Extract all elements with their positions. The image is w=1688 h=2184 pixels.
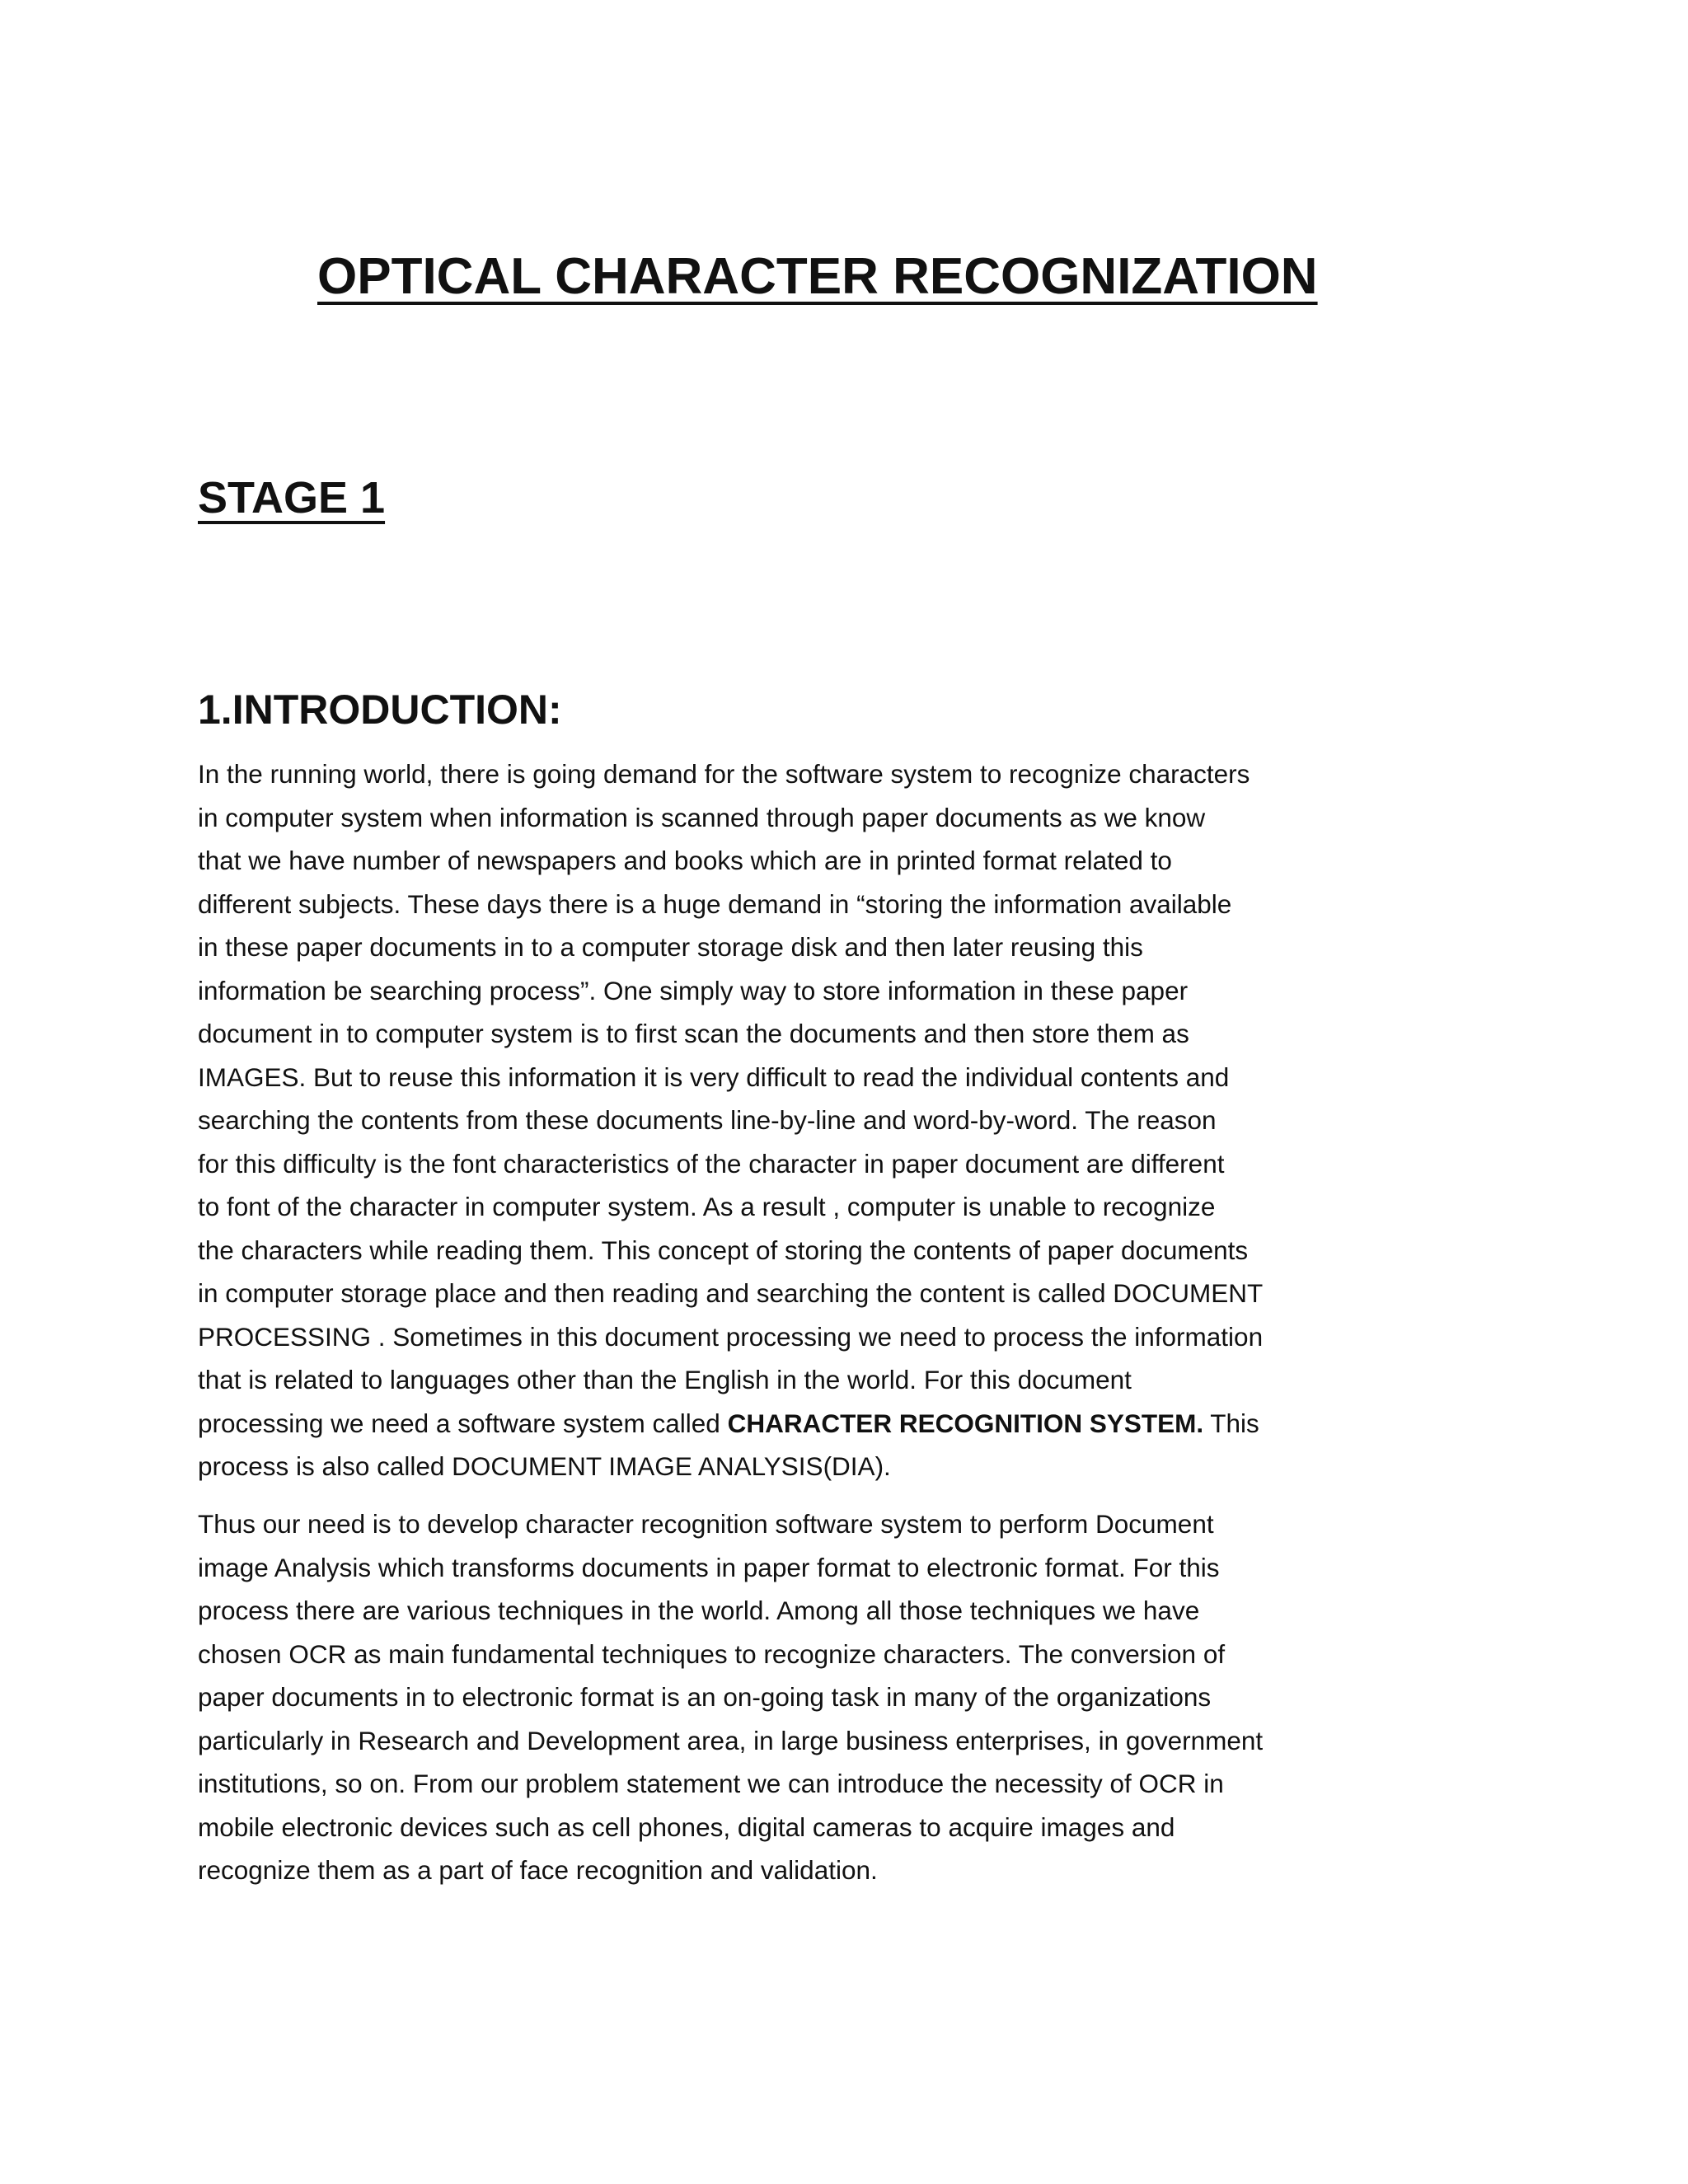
paragraph-line: information be searching process”. One simply way to store information in these paper <box>198 975 1189 1005</box>
paragraph-line: paper documents in to electronic format is an on-going task in many of the organizations <box>198 1682 1212 1712</box>
paragraph-line: PROCESSING . Sometimes in this document processing we need to process the information <box>198 1321 1264 1352</box>
paragraph-text: processing we need a software system called <box>198 1408 728 1438</box>
paragraph-line: different subjects. These days there is a huge demand in “storing the information available <box>198 888 1232 919</box>
bold-term-character-recognition-system: CHARACTER RECOGNITION SYSTEM. <box>727 1408 1204 1438</box>
introduction-paragraph-1 <box>198 752 1451 1488</box>
stage-heading: STAGE 1 <box>198 473 386 523</box>
paragraph-line: in computer system when information is scanned through paper documents as we know <box>198 802 1206 832</box>
paragraph-line: IMAGES. But to reuse this information it is very difficult to read the individual contents and <box>198 1062 1230 1092</box>
paragraph-line: the characters while reading them. This concept of storing the contents of paper documents <box>198 1235 1249 1265</box>
introduction-paragraph-2 <box>198 1502 1451 1892</box>
paragraph-line: process is also called DOCUMENT IMAGE ANALYSIS(DIA). <box>198 1451 891 1481</box>
paragraph-line: in these paper documents in to a computer storage disk and then later reusing this <box>198 932 1143 962</box>
paragraph-line: document in to computer system is to first scan the documents and then store them as <box>198 1019 1189 1048</box>
paragraph-line: recognize them as a part of face recognition and validation. <box>198 1855 878 1885</box>
paragraph-line: searching the contents from these documents line-by-line and word-by-word. The reason <box>198 1105 1217 1135</box>
introduction-heading: 1.INTRODUCTION: <box>198 687 562 733</box>
paragraph-line: Thus our need is to develop character recognition software system to perform Document <box>198 1509 1214 1539</box>
paragraph-line: mobile electronic devices such as cell phones, digital cameras to acquire images and <box>198 1811 1175 1842</box>
paragraph-line: that is related to languages other than the English in the world. For this document <box>198 1365 1132 1394</box>
paragraph-line: in computer storage place and then reading and searching the content is called DOCUMENT <box>198 1278 1264 1308</box>
paragraph-line: image Analysis which transforms documents in paper format to electronic format. For this <box>198 1552 1220 1582</box>
paragraph-line: institutions, so on. From our problem statement we can introduce the necessity of OCR in <box>198 1769 1224 1798</box>
paragraph-line: chosen OCR as main fundamental techniques to recognize characters. The conversion of <box>198 1638 1226 1669</box>
paragraph-line: particularly in Research and Development area, in large business enterprises, in government <box>198 1725 1264 1755</box>
paragraph-line: that we have number of newspapers and books which are in printed format related to <box>198 846 1172 875</box>
paragraph-line: process there are various techniques in the world. Among all those techniques we have <box>198 1596 1200 1625</box>
paragraph-line: for this difficulty is the font characteristics of the character in paper document are different <box>198 1148 1225 1179</box>
paragraph-text: This <box>1203 1408 1259 1438</box>
paragraph-line-with-bold <box>198 1402 1451 1446</box>
paragraph-line: In the running world, there is going demand for the software system to recognize characters <box>198 759 1250 789</box>
paragraph-line: to font of the character in computer system. As a result , computer is unable to recognize <box>198 1192 1216 1221</box>
document-title: OPTICAL CHARACTER RECOGNIZATION <box>317 248 1318 305</box>
